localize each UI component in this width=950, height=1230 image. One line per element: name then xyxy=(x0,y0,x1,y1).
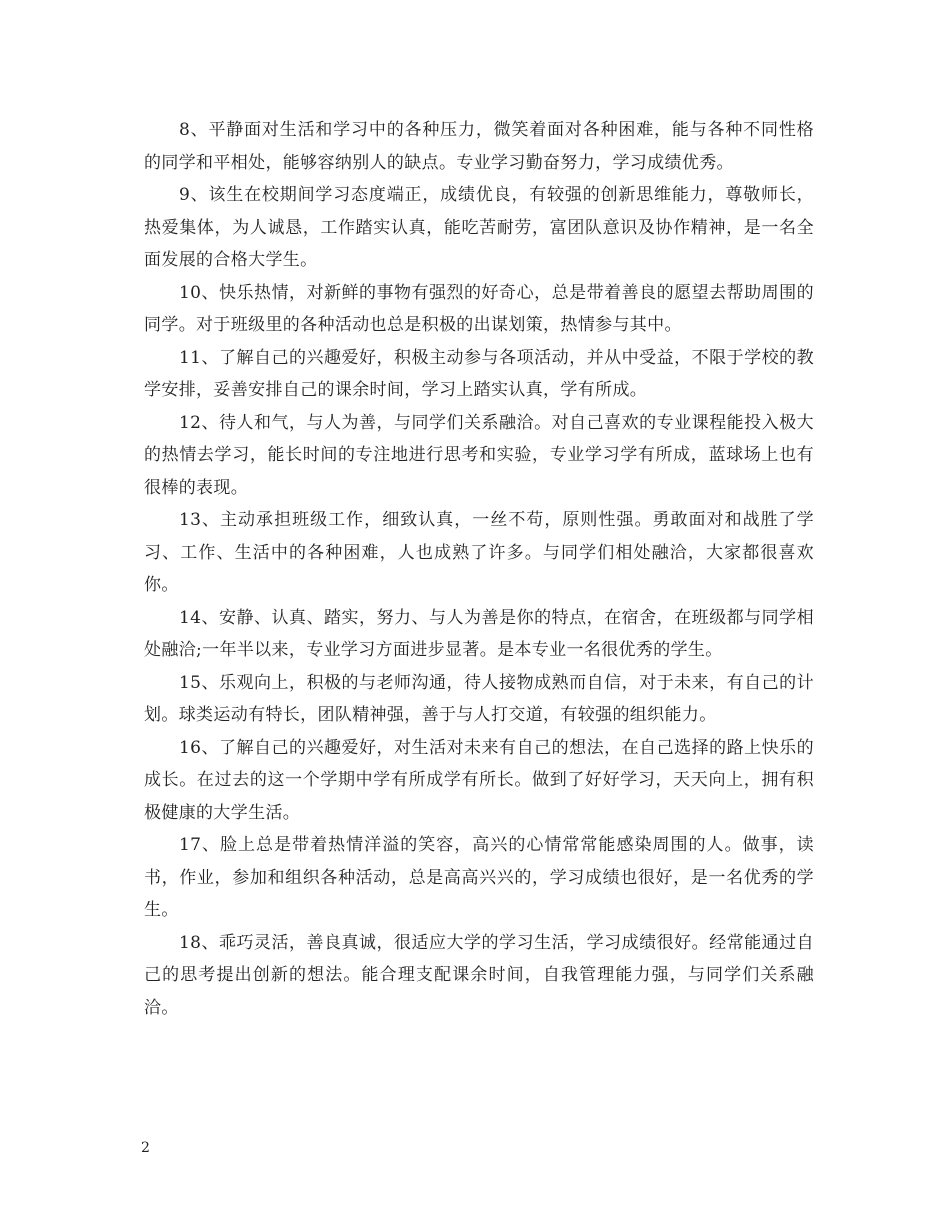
paragraph-10: 10、快乐热情，对新鲜的事物有强烈的好奇心，总是带着善良的愿望去帮助周围的同学。对于班级里的各种活动也总是积极的出谋划策，热情参与其中。 xyxy=(144,282,814,335)
paragraph-15: 15、乐观向上，积极的与老师沟通，待人接物成熟而自信，对于未来，有自己的计划。球类运动有特长，团队精神强，善于与人打交道，有较强的组织能力。 xyxy=(144,672,814,725)
paragraph-8: 8、平静面对生活和学习中的各种压力，微笑着面对各种困难，能与各种不同性格的同学和平相处，能够容纳别人的缺点。专业学习勤奋努力，学习成绩优秀。 xyxy=(144,120,814,173)
paragraph-17: 17、脸上总是带着热情洋溢的笑容，高兴的心情常常能感染周围的人。做事，读书，作业，参加和组织各种活动，总是高高兴兴的，学习成绩也很好，是一名优秀的学生。 xyxy=(144,835,814,920)
page-number: 2 xyxy=(141,1140,150,1156)
paragraph-14: 14、安静、认真、踏实，努力、与人为善是你的特点，在宿舍，在班级都与同学相处融洽;一年半以来，专业学习方面进步显著。是本专业一名很优秀的学生。 xyxy=(144,607,814,660)
paragraph-9: 9、该生在校期间学习态度端正，成绩优良，有较强的创新思维能力，尊敬师长，热爱集体，为人诚恳，工作踏实认真，能吃苦耐劳，富团队意识及协作精神，是一名全面发展的合格大学生。 xyxy=(144,185,814,270)
page-body xyxy=(144,114,814,1024)
paragraph-16: 16、了解自己的兴趣爱好，对生活对未来有自己的想法，在自己选择的路上快乐的成长。在过去的这一个学期中学有所成学有所长。做到了好好学习，天天向上，拥有积极健康的大学生活。 xyxy=(144,737,814,823)
paragraph-13: 13、主动承担班级工作，细致认真，一丝不苟，原则性强。勇敢面对和战胜了学习、工作、生活中的各种困难，人也成熟了许多。与同学们相处融洽，大家都很喜欢你。 xyxy=(144,510,814,595)
paragraph-12: 12、待人和气，与人为善，与同学们关系融洽。对自己喜欢的专业课程能投入极大的热情去学习，能长时间的专注地进行思考和实验，专业学习学有所成，蓝球场上也有很棒的表现。 xyxy=(144,412,814,498)
paragraph-18: 18、乖巧灵活，善良真诚，很适应大学的学习生活，学习成绩很好。经常能通过自己的思考提出创新的想法。能合理支配课余时间，自我管理能力强，与同学们关系融洽。 xyxy=(144,932,814,1018)
paragraph-11: 11、了解自己的兴趣爱好，积极主动参与各项活动，并从中受益，不限于学校的教学安排，妥善安排自己的课余时间，学习上踏实认真，学有所成。 xyxy=(144,347,814,400)
